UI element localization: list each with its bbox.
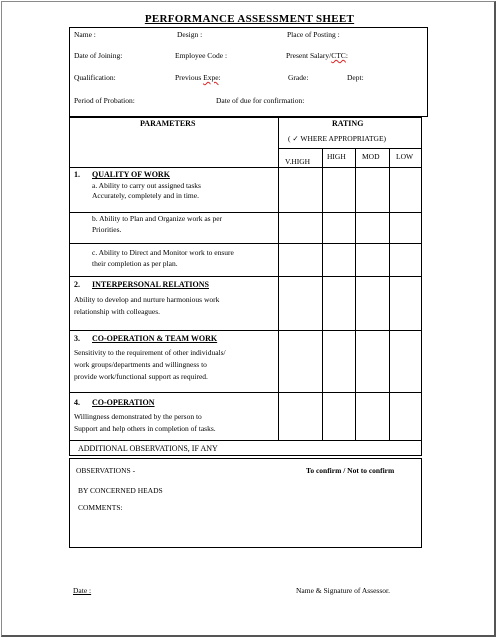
section-2-line-2: relationship with colleagues. — [74, 307, 161, 316]
present-salary-field[interactable]: Present Salary/CTC: — [286, 51, 348, 60]
dept-field[interactable]: Dept: — [347, 73, 364, 82]
previous-experience-field[interactable]: Previous Expe: — [175, 73, 221, 82]
section-1a-line-2: Accurately, completely and in time. — [92, 191, 199, 200]
confirm-option[interactable]: To confirm / Not to confirm — [306, 466, 395, 475]
additional-observations-label: ADDITIONAL OBSERVATIONS, IF ANY — [78, 444, 218, 453]
row-line-1c — [69, 276, 422, 277]
date-of-due-field[interactable]: Date of due for confirmation: — [216, 96, 305, 105]
qualification-field[interactable]: Qualification: — [74, 73, 116, 82]
section-2-line-1: Ability to develop and nurture harmonious work — [74, 295, 220, 304]
employee-code-field[interactable]: Employee Code : — [175, 51, 228, 60]
row-line-1b — [69, 243, 422, 244]
section-3-number: 3. — [74, 334, 80, 343]
date-field[interactable]: Date : — [73, 586, 92, 595]
row-line-2 — [69, 330, 422, 331]
col-divider-2 — [355, 148, 356, 440]
rating-col-vhigh: V.HIGH — [285, 157, 311, 166]
header-row-line — [69, 167, 422, 168]
comments-field[interactable]: COMMENTS: — [78, 503, 123, 512]
rating-sub-line — [278, 148, 421, 149]
period-of-probation-field[interactable]: Period of Probation: — [74, 96, 135, 105]
section-2-number: 2. — [74, 280, 80, 289]
design-field[interactable]: Design : — [177, 30, 203, 39]
section-1c-line-2: their completion as per plan. — [92, 259, 178, 268]
parameters-header: PARAMETERS — [140, 119, 196, 128]
date-of-joining-field[interactable]: Date of Joining: — [74, 51, 123, 60]
section-4-line-2: Support and help others in completion of tasks. — [74, 424, 216, 433]
rating-instruction: ( ✓ WHERE APPROPRIATGE) — [288, 134, 387, 143]
section-1c-line-1: c. Ability to Direct and Monitor work to ensure — [92, 248, 234, 257]
page-title: PERFORMANCE ASSESSMENT SHEET — [144, 13, 355, 25]
rating-col-mod: MOD — [362, 152, 380, 161]
col-divider-3 — [389, 148, 390, 440]
row-line-4 — [69, 440, 422, 441]
section-1-number: 1. — [74, 170, 80, 179]
by-concerned-heads-label: BY CONCERNED HEADS — [78, 486, 163, 495]
section-1b-line-1: b. Ability to Plan and Organize work as per — [92, 214, 223, 223]
section-3-line-1: Sensitivity to the requirement of other individuals/ — [74, 348, 226, 357]
section-1-title: QUALITY OF WORK — [92, 170, 170, 179]
grade-field[interactable]: Grade: — [288, 73, 309, 82]
section-3-title: CO-OPERATION & TEAM WORK — [92, 334, 218, 343]
rating-col-low: LOW — [396, 152, 414, 161]
rating-header: RATING — [332, 119, 364, 128]
observations-label: OBSERVATIONS - — [76, 466, 136, 475]
col-divider-1 — [322, 148, 323, 440]
section-2-title: INTERPERSONAL RELATIONS — [92, 280, 209, 289]
assessor-signature-field[interactable]: Name & Signature of Assessor. — [296, 586, 390, 595]
section-1b-line-2: Priorities. — [92, 225, 122, 234]
name-field[interactable]: Name : — [74, 30, 96, 39]
row-line-3 — [69, 392, 422, 393]
place-of-posting-field[interactable]: Place of Posting : — [287, 30, 340, 39]
section-4-number: 4. — [74, 398, 80, 407]
section-3-line-2: work groups/departments and willingness to — [74, 360, 207, 369]
section-4-line-1: Willingness demonstrated by the person to — [74, 412, 202, 421]
row-line-1a — [69, 212, 422, 213]
rating-col-high: HIGH — [327, 152, 346, 161]
section-1a-line-1: a. Ability to carry out assigned tasks — [92, 181, 201, 190]
section-4-title: CO-OPERATION — [92, 398, 155, 407]
section-3-line-3: provide work/functional support as required. — [74, 372, 208, 381]
